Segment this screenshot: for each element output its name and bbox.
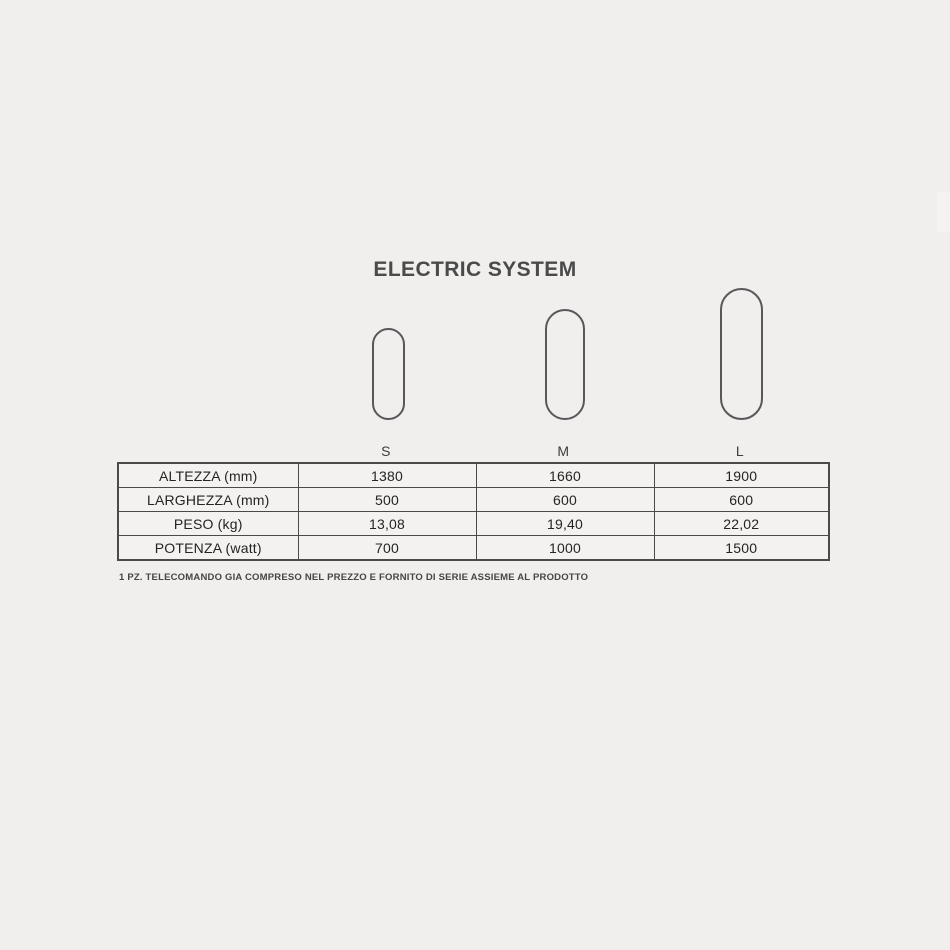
row-label: ALTEZZA (mm)	[118, 463, 298, 488]
cell-value: 1500	[654, 536, 829, 561]
cell-value: 700	[298, 536, 476, 561]
page-title: ELECTRIC SYSTEM	[373, 258, 577, 281]
size-s-pill-diagram	[372, 328, 405, 420]
size-m-pill-diagram	[545, 309, 585, 420]
size-label-s: S	[381, 443, 391, 459]
cell-value: 13,08	[298, 512, 476, 536]
cell-value: 1900	[654, 463, 829, 488]
size-label-m: M	[557, 443, 570, 459]
table-row	[118, 488, 829, 512]
cell-value: 1000	[476, 536, 654, 561]
right-edge-artifact	[937, 192, 950, 232]
row-label: PESO (kg)	[118, 512, 298, 536]
table-row	[118, 512, 829, 536]
size-l-pill-diagram	[720, 288, 763, 420]
cell-value: 600	[654, 488, 829, 512]
cell-value: 22,02	[654, 512, 829, 536]
cell-value: 1380	[298, 463, 476, 488]
cell-value: 600	[476, 488, 654, 512]
cell-value: 19,40	[476, 512, 654, 536]
row-label: LARGHEZZA (mm)	[118, 488, 298, 512]
cell-value: 500	[298, 488, 476, 512]
spec-table	[117, 462, 830, 561]
row-label: POTENZA (watt)	[118, 536, 298, 561]
size-label-l: L	[735, 443, 745, 459]
table-row	[118, 463, 829, 488]
cell-value: 1660	[476, 463, 654, 488]
table-row	[118, 536, 829, 561]
footnote: 1 PZ. TELECOMANDO GIA COMPRESO NEL PREZZO E FORNITO DI SERIE ASSIEME AL PRODOTTO	[119, 572, 589, 583]
